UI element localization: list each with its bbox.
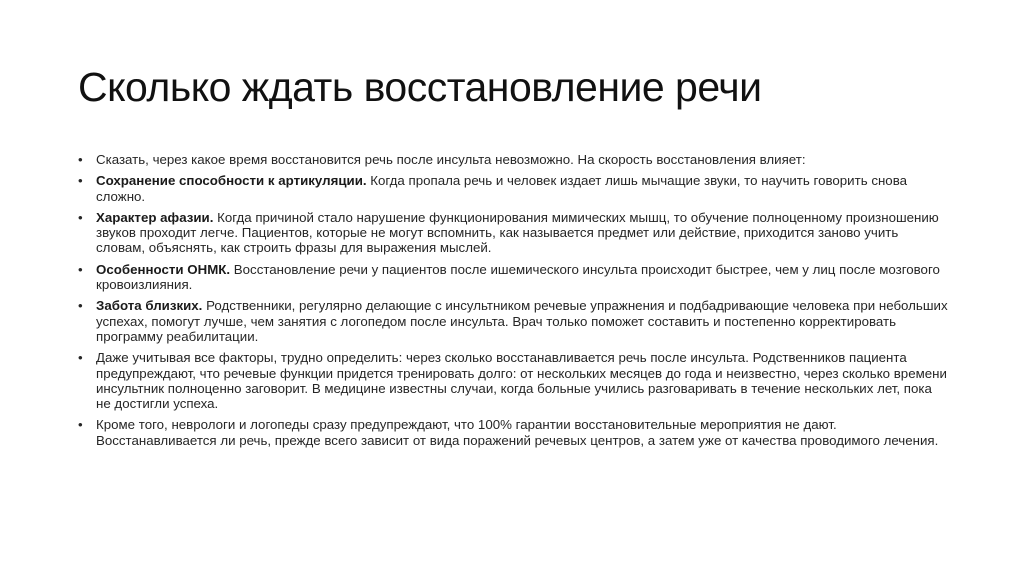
bullet-item-bold: Забота близких. [96, 298, 203, 314]
bullet-item-text: Сказать, через какое время восстановится речь после инсульта невозможно. На скорость восстановления влияет: [96, 152, 806, 167]
slide-title: Сколько ждать восстановление речи [78, 64, 762, 111]
bullet-item-text: Родственники, регулярно делающие с инсультником речевые упражнения и подбадривающие человека при небольших успехах, помогут лучше, чем занятия с логопедом после инсульта. Врач только поможет составить и постепенно корректировать программу реабилитации. [96, 298, 948, 344]
bullet-dot: • [78, 350, 83, 366]
bullet-dot: • [78, 261, 83, 277]
bullet-item [78, 417, 948, 448]
bullet-item-bold: Особенности ОНМК. [96, 261, 231, 277]
bullet-item [78, 173, 948, 204]
bullet-item [78, 262, 948, 293]
bullet-item [78, 210, 948, 256]
bullet-dot: • [78, 209, 83, 225]
bullet-list [78, 152, 948, 454]
bullet-item-text: Восстановление речи у пациентов после ишемического инсульта происходит быстрее, чем у лиц после мозгового кровоизлияния. [96, 261, 940, 293]
bullet-dot: • [78, 417, 83, 433]
bullet-dot: • [78, 152, 83, 167]
bullet-dot: • [78, 173, 83, 189]
bullet-dot: • [78, 298, 83, 314]
bullet-item-text: Кроме того, неврологи и логопеды сразу предупреждают, что 100% гарантии восстановительные мероприятия не дают. Восстанавливается ли речь, прежде всего зависит от вида поражений речевых центров, а затем уже от качества проводимого лечения. [96, 417, 939, 448]
bullet-item-text: Даже учитывая все факторы, трудно определить: через сколько восстанавливается речь после инсульта. Родственников пациента предупреждают, что речевые функции придется тренировать долго: от нескольких месяцев до года и неизвестно, через сколько времени инсультник полноценно заговорит. В медицине известны случаи, когда больные учились разговаривать в течение нескольких лет, пока не достигли успеха. [96, 350, 947, 412]
bullet-item [78, 298, 948, 344]
bullet-item [78, 350, 948, 411]
bullet-item-bold: Сохранение способности к артикуляции. [96, 173, 367, 189]
bullet-item [78, 152, 948, 167]
bullet-item-text: Когда причиной стало нарушение функционирования мимических мышц, то обучение полноценному произношению звуков проходит легче. Пациентов, которые не могут вспомнить, как называется предмет или действие, приходится заново учить словам, объяснять, как строить фразы для выражения мыслей. [96, 209, 939, 256]
bullet-item-bold: Характер афазии. [96, 209, 214, 225]
bullet-item-text: Когда пропала речь и человек издает лишь мычащие звуки, то научить говорить снова сложно. [96, 173, 908, 204]
